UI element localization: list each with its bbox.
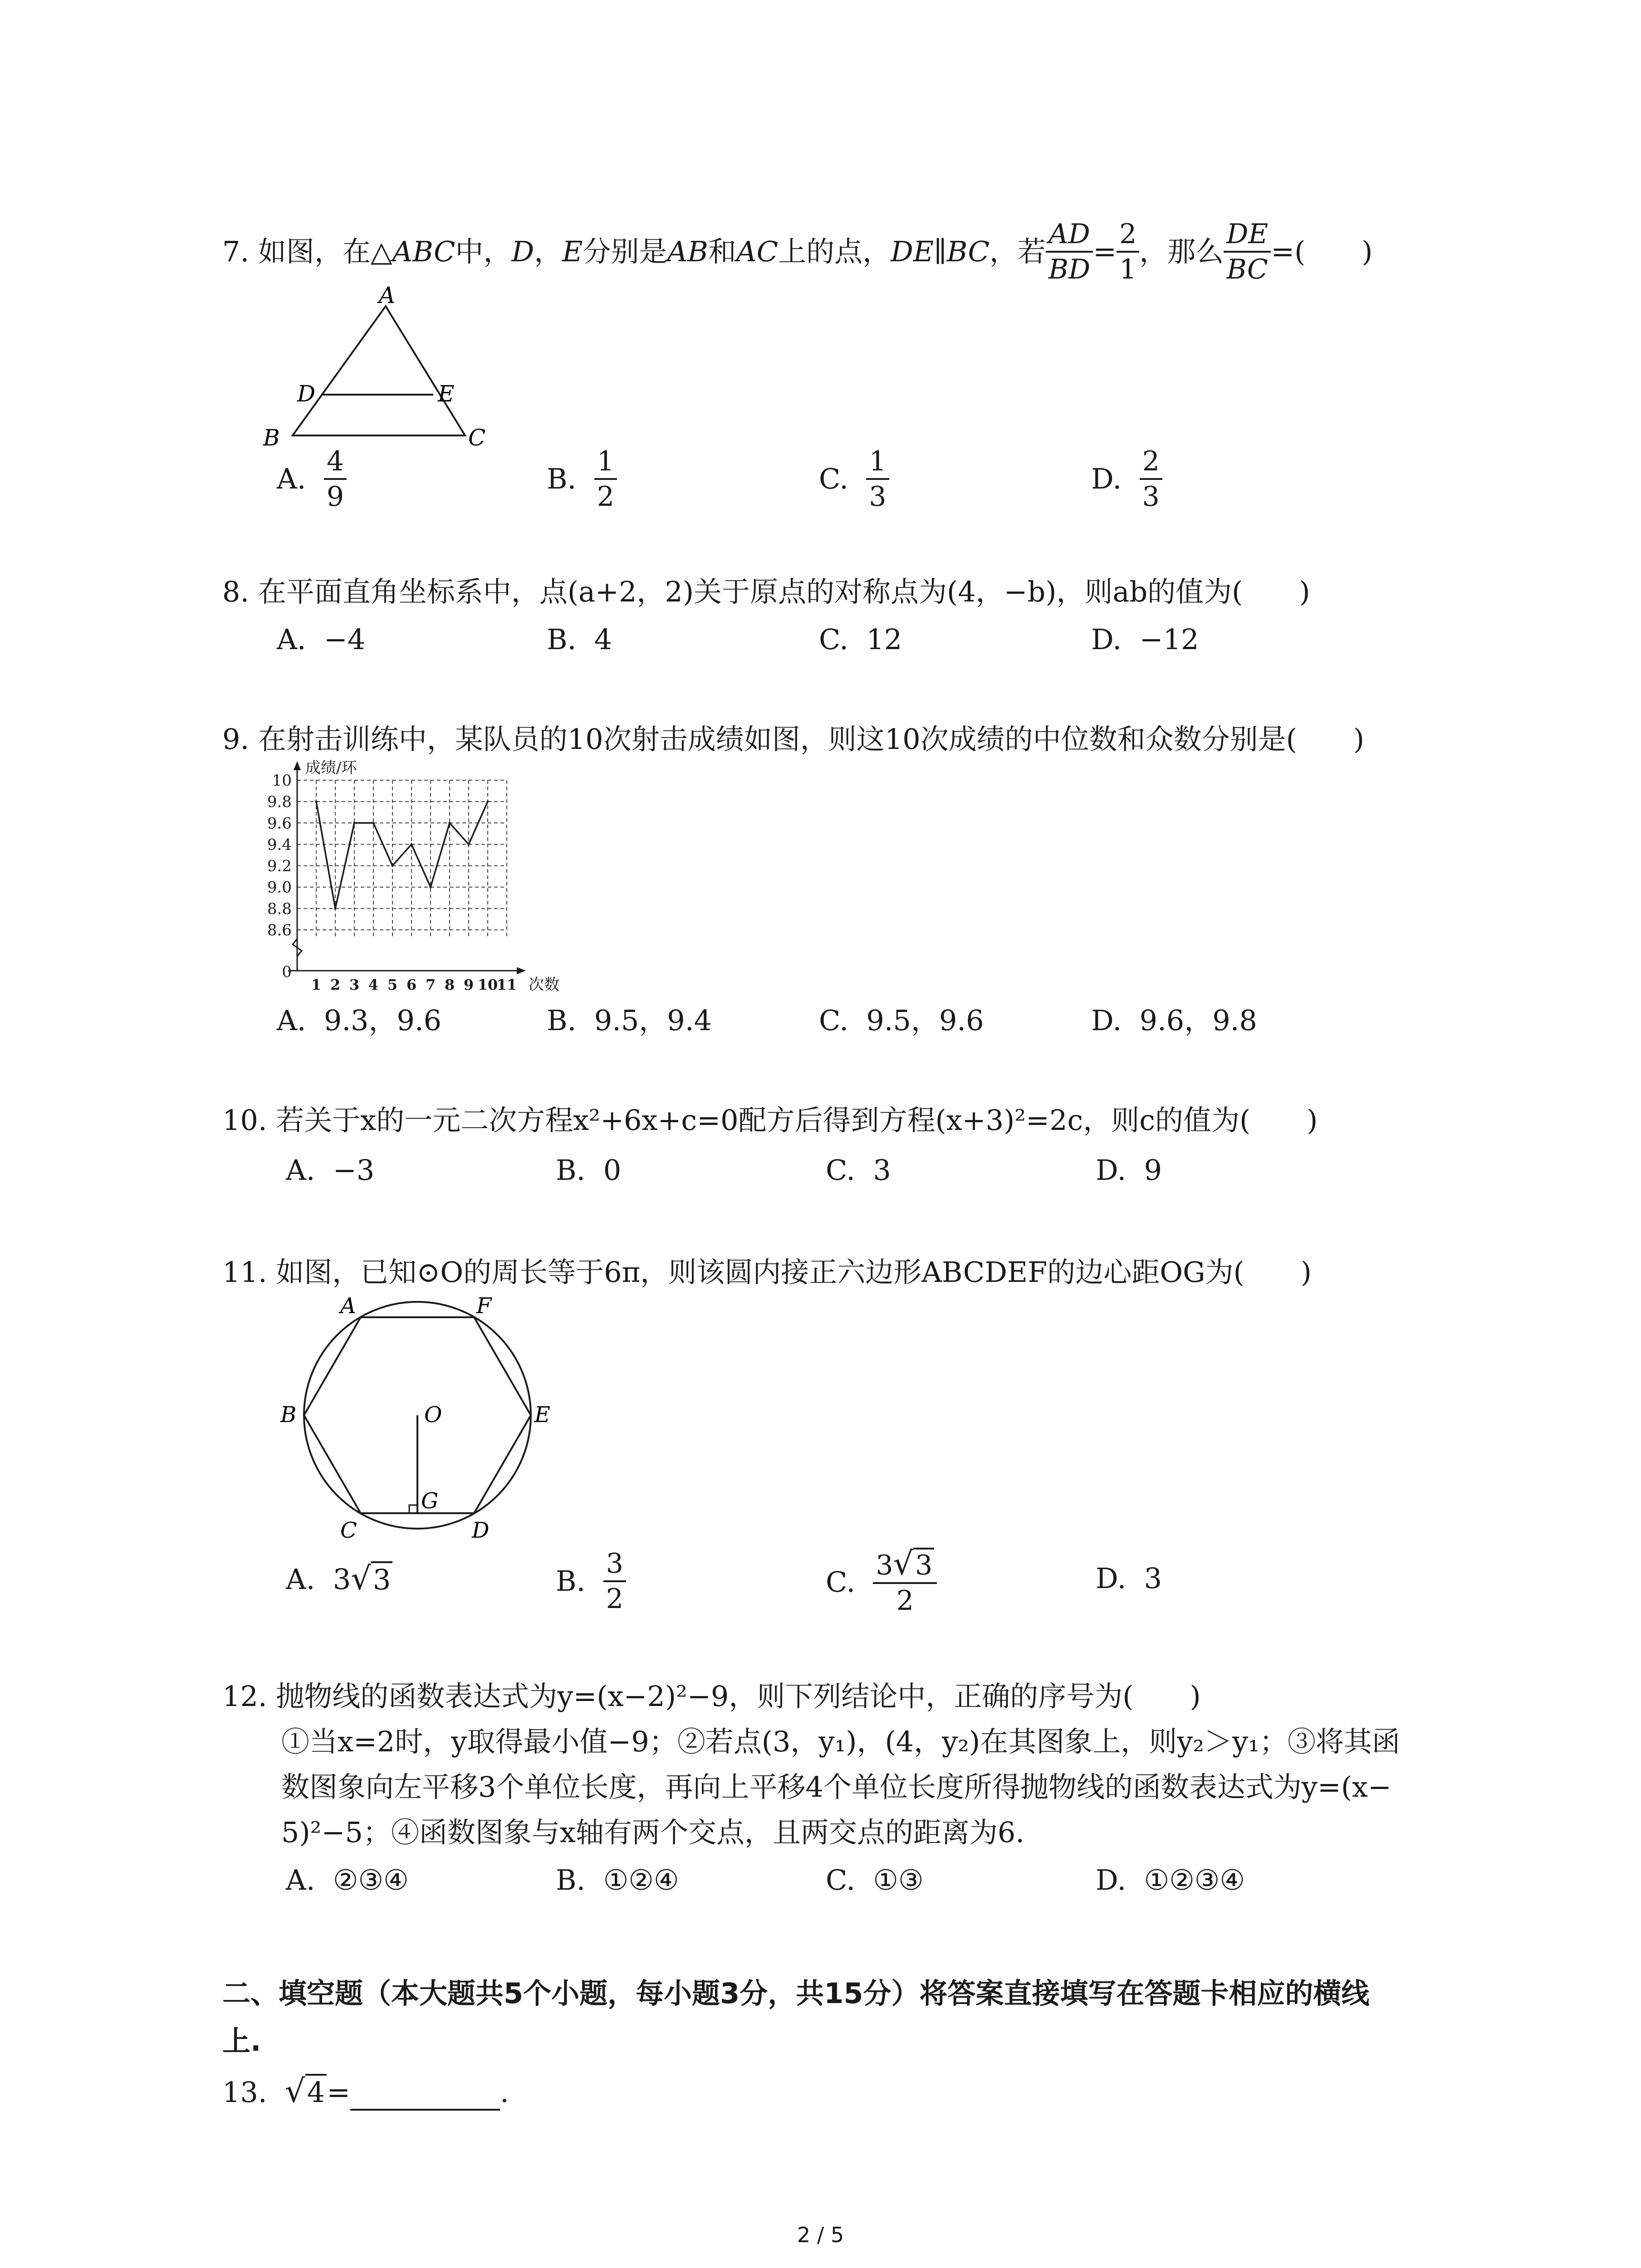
label-b: B (280, 1402, 297, 1427)
q13-answer-blank[interactable] (350, 2083, 500, 2111)
q11-hexagon-circle-figure (277, 1290, 572, 1545)
q9-option-b[interactable]: B. 9.5，9.4 (547, 1004, 712, 1037)
triangle-abc (293, 306, 465, 435)
q11-option-c[interactable]: C. $\frac{3√3}{2}$ (826, 1547, 937, 1618)
x-tick-label: 5 (387, 976, 398, 993)
x-tick-label: 4 (368, 976, 379, 993)
label-e: E (534, 1402, 551, 1427)
q11-option-a[interactable]: A. 3 √3 (286, 1560, 392, 1598)
score-series-line (316, 802, 488, 909)
q9-stem: 9. 在射击训练中，某队员的10次射击成绩如图，则这10次成绩的中位数和众数分别是( ) (222, 723, 1365, 756)
q10-option-b[interactable]: B. 0 (556, 1154, 622, 1187)
q11-option-d[interactable]: D. 3 (1096, 1562, 1162, 1595)
q12-statement-line-3: 5)²−5；④函数图象与x轴有两个交点，且两交点的距离为6. (281, 1816, 1025, 1849)
y-tick-label: 9.8 (267, 793, 292, 811)
score-point (353, 822, 356, 824)
score-point (468, 843, 470, 846)
score-point (392, 865, 394, 867)
y-axis-arrow (294, 761, 301, 770)
y-tick-label: 0 (282, 963, 292, 981)
q7-option-b[interactable]: B. $\frac{1}{2}$ (547, 445, 617, 513)
x-tick-label: 3 (349, 976, 360, 993)
y-axis-label: 成绩/环 (305, 759, 357, 777)
score-point (372, 822, 375, 824)
label-a: A (340, 1293, 356, 1319)
q9-option-d[interactable]: D. 9.6，9.8 (1091, 1004, 1257, 1037)
q7-fraction-2-1: $\frac{2}{1}$ (1117, 217, 1139, 286)
label-b: B (263, 425, 280, 449)
y-tick-label: 8.8 (267, 899, 292, 918)
x-tick-label: 6 (406, 976, 417, 993)
q9-option-c[interactable]: C. 9.5，9.6 (819, 1004, 984, 1037)
q8-option-c[interactable]: C. 12 (819, 623, 902, 656)
q7-number: 7. (222, 235, 250, 268)
q10-option-d[interactable]: D. 9 (1096, 1154, 1162, 1187)
x-tick-label: 11 (496, 976, 517, 993)
label-a: A (379, 282, 396, 308)
x-tick-label: 8 (444, 976, 455, 993)
score-point (411, 843, 413, 846)
q8-stem: 8. 在平面直角坐标系中，点(a+2，2)关于原点的对称点为(4，−b)，则ab的值为( ) (222, 575, 1310, 608)
q7-option-a[interactable]: A. $\frac{4}{9}$ (277, 445, 347, 513)
label-f: F (476, 1293, 492, 1319)
q12-option-b[interactable]: B. ①②④ (556, 1863, 679, 1897)
section2-heading-line-1: 二、填空题（本大题共5个小题，每小题3分，共15分）将答案直接填写在答题卡相应的横线 (222, 1977, 1370, 2010)
q7-fraction-ad-bd: $\frac{AD}{BD}$ (1046, 217, 1093, 286)
q8-option-a[interactable]: A. −4 (277, 623, 366, 656)
page-number: 2 / 5 (797, 2223, 844, 2247)
q7-option-c[interactable]: C. $\frac{1}{3}$ (819, 445, 889, 513)
x-axis-arrow (517, 967, 526, 974)
score-point (449, 822, 451, 824)
q8-option-d[interactable]: D. −12 (1091, 623, 1199, 656)
q10-option-a[interactable]: A. −3 (286, 1154, 375, 1187)
score-point (334, 907, 337, 909)
q9-line-chart (254, 758, 626, 1002)
y-tick-label: 9.6 (267, 814, 292, 833)
q12-option-c[interactable]: C. ①③ (826, 1863, 924, 1897)
section2-heading-line-2: 上. (222, 2024, 261, 2058)
q7-stem: 7. 如图，在△ ABC 中， D ， E 分别是 AB 和 AC 上的点， DE∥BC ，若 $\frac{AD}{BD}$ = $\frac{2}{1}$ ，那么 $\frac{DE}{BC}$ =( ) (222, 218, 1373, 285)
label-c: C (468, 425, 486, 449)
score-point (487, 801, 489, 803)
q7-triangle-figure (259, 281, 504, 449)
q11-option-b[interactable]: B. $\frac{3}{2}$ (556, 1547, 626, 1616)
q13-stem: 13. √4 = . (222, 2072, 509, 2110)
q12-option-a[interactable]: A. ②③④ (286, 1863, 409, 1897)
q10-option-c[interactable]: C. 3 (826, 1154, 891, 1187)
q9-option-a[interactable]: A. 9.3，9.6 (277, 1004, 442, 1037)
q8-option-b[interactable]: B. 4 (547, 623, 612, 656)
q7-fraction-de-bc: $\frac{DE}{BC}$ (1224, 217, 1271, 286)
y-tick-label: 9.4 (267, 836, 292, 854)
right-angle-mark (409, 1505, 417, 1513)
x-axis-label: 次数 (529, 976, 559, 994)
score-point (430, 886, 432, 888)
label-d: D (297, 381, 316, 407)
x-tick-label: 10 (477, 976, 498, 993)
q12-statement-line-2: 数图象向左平移3个单位长度，再向上平移4个单位长度所得抛物线的函数表达式为y=(x− (281, 1770, 1391, 1804)
q12-option-d[interactable]: D. ①②③④ (1096, 1863, 1245, 1897)
q12-stem: 12. 抛物线的函数表达式为y=(x−2)²−9，则下列结论中，正确的序号为( ) (222, 1680, 1201, 1713)
q13-sqrt: √4 (285, 2073, 327, 2111)
y-tick-label: 9.2 (267, 857, 292, 875)
label-g: G (421, 1488, 439, 1514)
x-tick-label: 7 (425, 976, 436, 993)
label-c: C (340, 1518, 357, 1543)
label-d: D (472, 1518, 490, 1543)
q7-option-d[interactable]: D. $\frac{2}{3}$ (1091, 445, 1162, 513)
q12-statement-line-1: ①当x=2时，y取得最小值−9；②若点(3，y₁)，(4，y₂)在其图象上，则y₂＞y₁；③将其函 (281, 1725, 1400, 1758)
y-tick-label: 9.0 (267, 878, 292, 897)
x-tick-label: 1 (311, 976, 322, 993)
q10-stem: 10. 若关于x的一元二次方程x²+6x+c=0配方后得到方程(x+3)²=2c，则c的值为( ) (222, 1104, 1318, 1137)
label-e: E (438, 381, 455, 407)
y-tick-label: 10 (272, 772, 292, 790)
q11-stem: 11. 如图，已知⊙O的周长等于6π，则该圆内接正六边形ABCDEF的边心距OG为( ) (222, 1256, 1312, 1289)
label-o: O (424, 1402, 442, 1427)
score-point (315, 801, 318, 803)
x-tick-label: 2 (330, 976, 341, 993)
x-tick-label: 9 (463, 976, 474, 993)
y-tick-label: 8.6 (267, 921, 292, 939)
